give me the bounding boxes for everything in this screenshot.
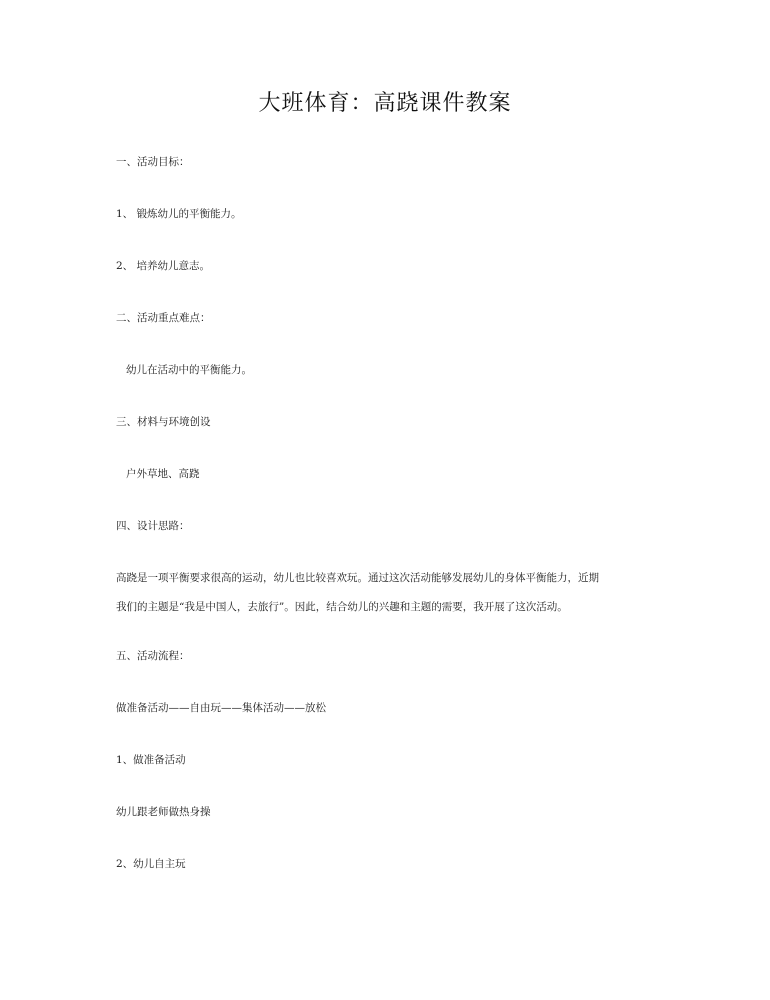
- heading-activity-goals: 一、活动目标：: [116, 156, 190, 168]
- goal-item-1: 1、 锻炼幼儿的平衡能力。: [116, 208, 242, 220]
- paragraph-line-1: 高跷是一项平衡要求很高的运动，幼儿也比较喜欢玩。通过这次活动能够发展幼儿的身体平衡能力，近期: [116, 572, 599, 584]
- materials-text: 户外草地、高跷: [126, 468, 200, 480]
- activity-flow-summary: 做准备活动——自由玩——集体活动——放松: [116, 702, 326, 714]
- heading-key-difficulties: 二、活动重点难点：: [116, 312, 211, 324]
- paragraph-line-2: 我们的主题是“我是中国人，去旅行”。因此，结合幼儿的兴趣和主题的需要，我开展了这次活动。: [116, 601, 568, 613]
- goal-item-2: 2、 培养幼儿意志。: [116, 260, 211, 272]
- key-difficulty-text: 幼儿在活动中的平衡能力。: [126, 364, 252, 376]
- heading-materials: 三、材料与环境创设: [116, 416, 211, 428]
- heading-design-idea: 四、设计思路：: [116, 520, 190, 532]
- flow-step-1-detail: 幼儿跟老师做热身操: [116, 806, 211, 818]
- document-title: 大班体育：高跷课件教案: [258, 91, 512, 116]
- flow-step-1: 1、做准备活动: [116, 754, 186, 766]
- heading-activity-flow: 五、活动流程：: [116, 650, 190, 662]
- flow-step-2: 2、幼儿自主玩: [116, 858, 186, 870]
- design-idea-paragraph: [116, 571, 676, 614]
